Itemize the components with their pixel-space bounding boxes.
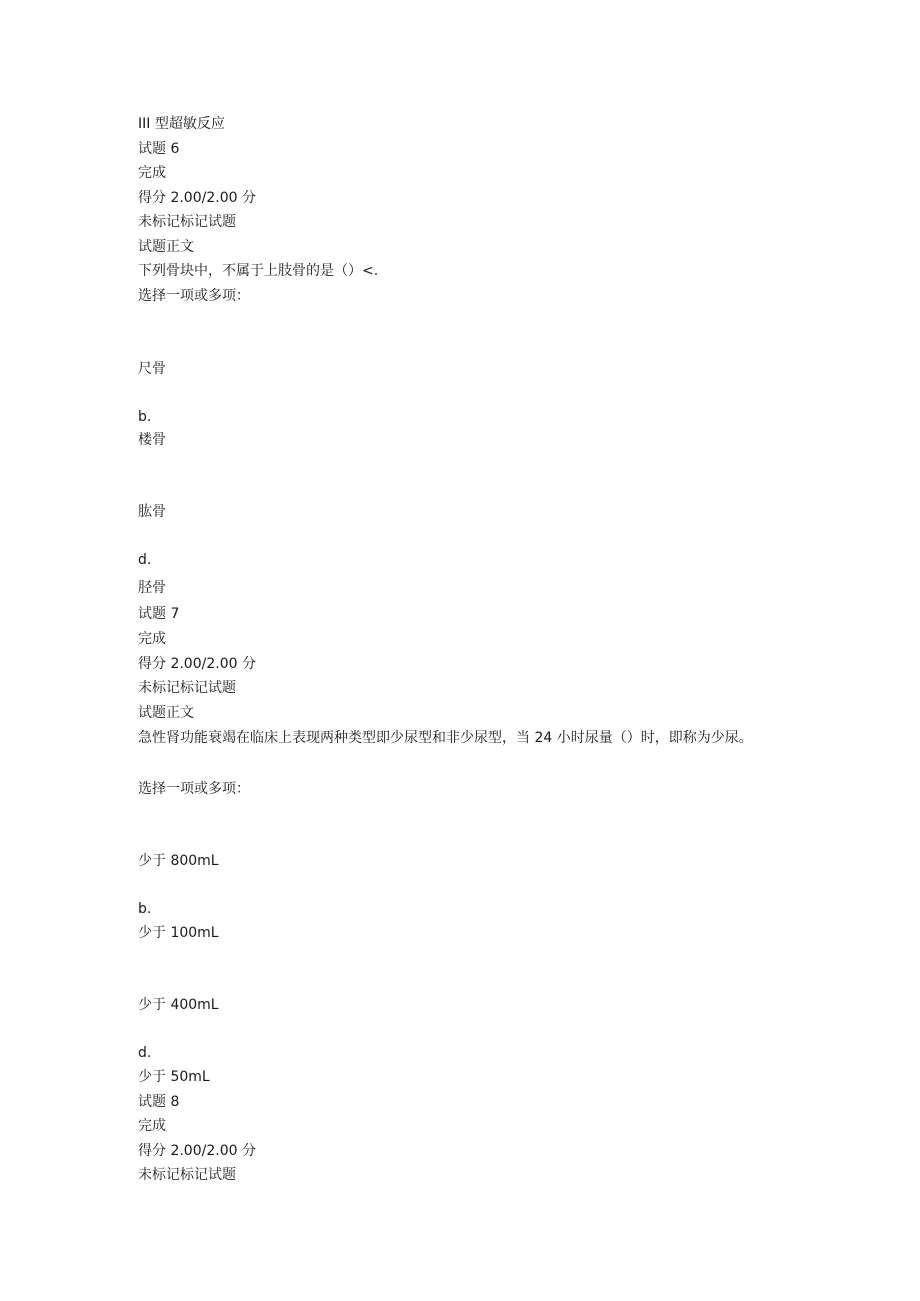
previous-answer-text: III 型超敏反应 — [138, 116, 225, 132]
option-letter: b. — [138, 409, 152, 425]
question-text: 急性肾功能衰竭在临床上表现两种类型即少尿型和非少尿型，当 24 小时尿量（）时，即称为少尿。 — [138, 730, 753, 746]
answer-option[interactable]: 尺骨 — [138, 361, 166, 377]
answer-option[interactable]: 胫骨 — [138, 580, 166, 596]
option-letter: d. — [138, 1045, 152, 1061]
question-status: 完成 — [138, 165, 166, 181]
question-status: 完成 — [138, 1118, 166, 1134]
question-score: 得分 2.00/2.00 分 — [138, 1143, 256, 1159]
question-body-label: 试题正文 — [138, 705, 194, 721]
option-letter: d. — [138, 552, 152, 568]
question-text: 下列骨块中，不属于上肢骨的是（）<. — [138, 263, 379, 279]
answer-option[interactable]: 肱骨 — [138, 504, 166, 520]
question-number: 试题 8 — [138, 1094, 180, 1110]
flag-question-link[interactable]: 未标记标记试题 — [138, 214, 236, 230]
answer-option[interactable]: 少于 400mL — [138, 997, 219, 1013]
answer-option[interactable]: 楼骨 — [138, 432, 166, 448]
answer-prompt: 选择一项或多项： — [138, 781, 250, 797]
question-body-label: 试题正文 — [138, 239, 194, 255]
question-number: 试题 7 — [138, 606, 180, 622]
question-score: 得分 2.00/2.00 分 — [138, 656, 256, 672]
answer-prompt: 选择一项或多项： — [138, 288, 250, 304]
answer-option[interactable]: 少于 800mL — [138, 853, 219, 869]
option-letter: b. — [138, 901, 152, 917]
flag-question-link[interactable]: 未标记标记试题 — [138, 1167, 236, 1183]
answer-option[interactable]: 少于 100mL — [138, 925, 219, 941]
flag-question-link[interactable]: 未标记标记试题 — [138, 680, 236, 696]
question-status: 完成 — [138, 631, 166, 647]
answer-option[interactable]: 少于 50mL — [138, 1069, 210, 1085]
question-score: 得分 2.00/2.00 分 — [138, 190, 256, 206]
question-number: 试题 6 — [138, 141, 180, 157]
